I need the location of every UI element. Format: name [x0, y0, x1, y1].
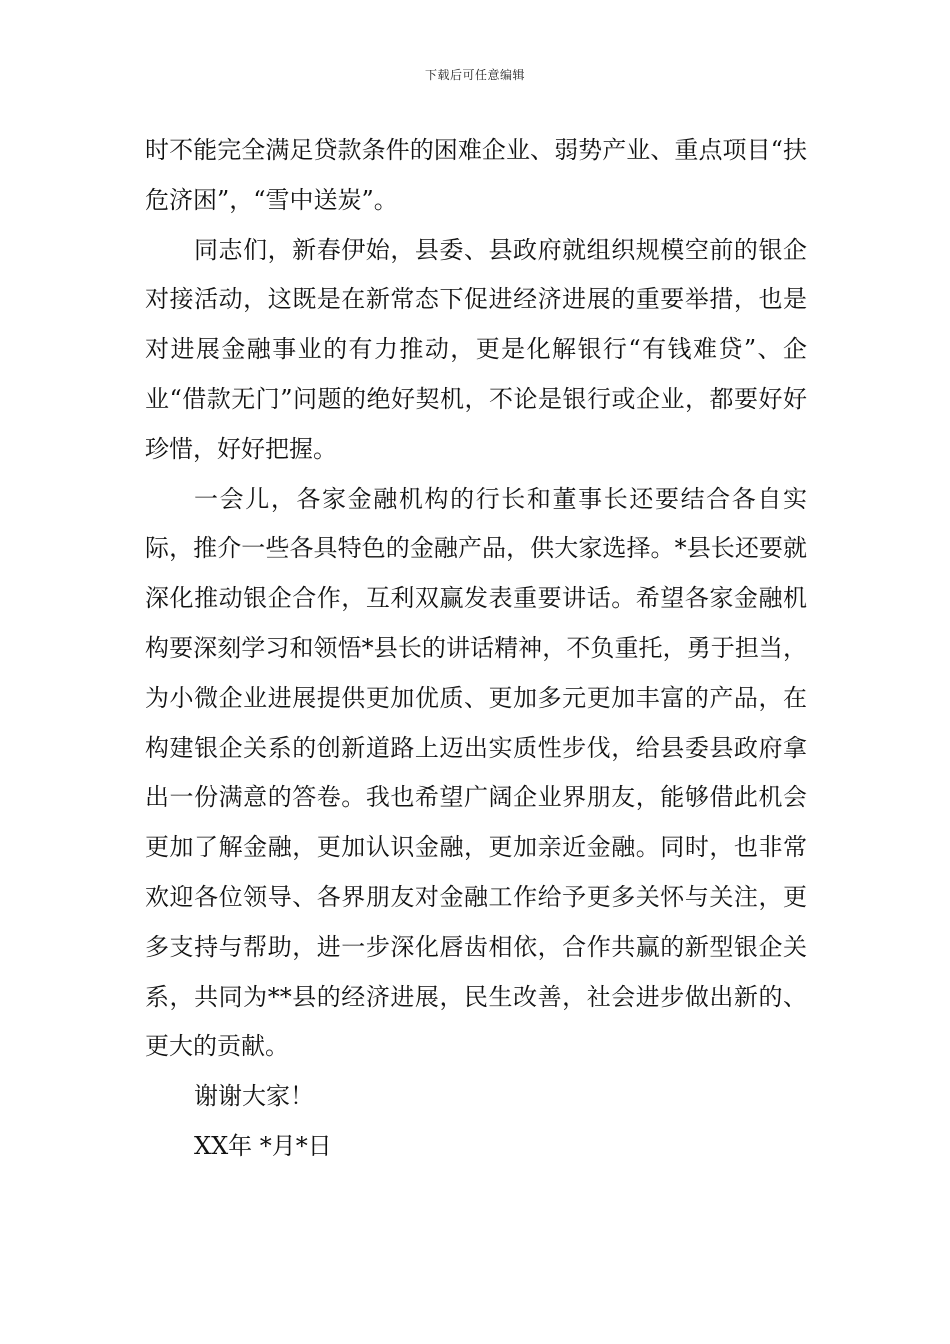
document-body	[145, 126, 807, 1172]
page-header-note: 下载后可任意编辑	[424, 68, 525, 82]
paragraph-continuation: 时不能完全满足贷款条件的困难企业、弱势产业、重点项目“扶危济困”，“雪中送炭”。	[145, 136, 807, 214]
paragraph-activity: 同志们，新春伊始，县委、县政府就组织规模空前的银企对接活动，这既是在新常态下促进经济进展的重要举措，也是对进展金融事业的有力推动，更是化解银行“有钱难贷”、企业“借款无门”问题的绝好契机，不论是银行或企业，都要好好珍惜，好好把握。	[145, 235, 807, 463]
document-date: XX年 *月*日	[194, 1131, 332, 1160]
closing-thanks: 谢谢大家！	[194, 1082, 314, 1111]
paragraph-expectations: 一会儿，各家金融机构的行长和董事长还要结合各自实际，推介一些各具特色的金融产品，供大家选择。*县长还要就深化推动银企合作，互利双赢发表重要讲话。希望各家金融机构要深刻学习和领悟*县长的讲话精神，不负重托，勇于担当，为小微企业进展提供更加优质、更加多元更加丰富的产品，在构建银企关系的创新道路上迈出实质性步伐，给县委县政府拿出一份满意的答卷。我也希望广阔企业界朋友，能够借此机会更加了解金融，更加认识金融，更加亲近金融。同时，也非常欢迎各位领导、各界朋友对金融工作给予更多关怀与关注，更多支持与帮助，进一步深化唇齿相依，合作共赢的新型银企关系，共同为**县的经济进展，民生改善，社会进步做出新的、更大的贡献。	[145, 484, 807, 1061]
